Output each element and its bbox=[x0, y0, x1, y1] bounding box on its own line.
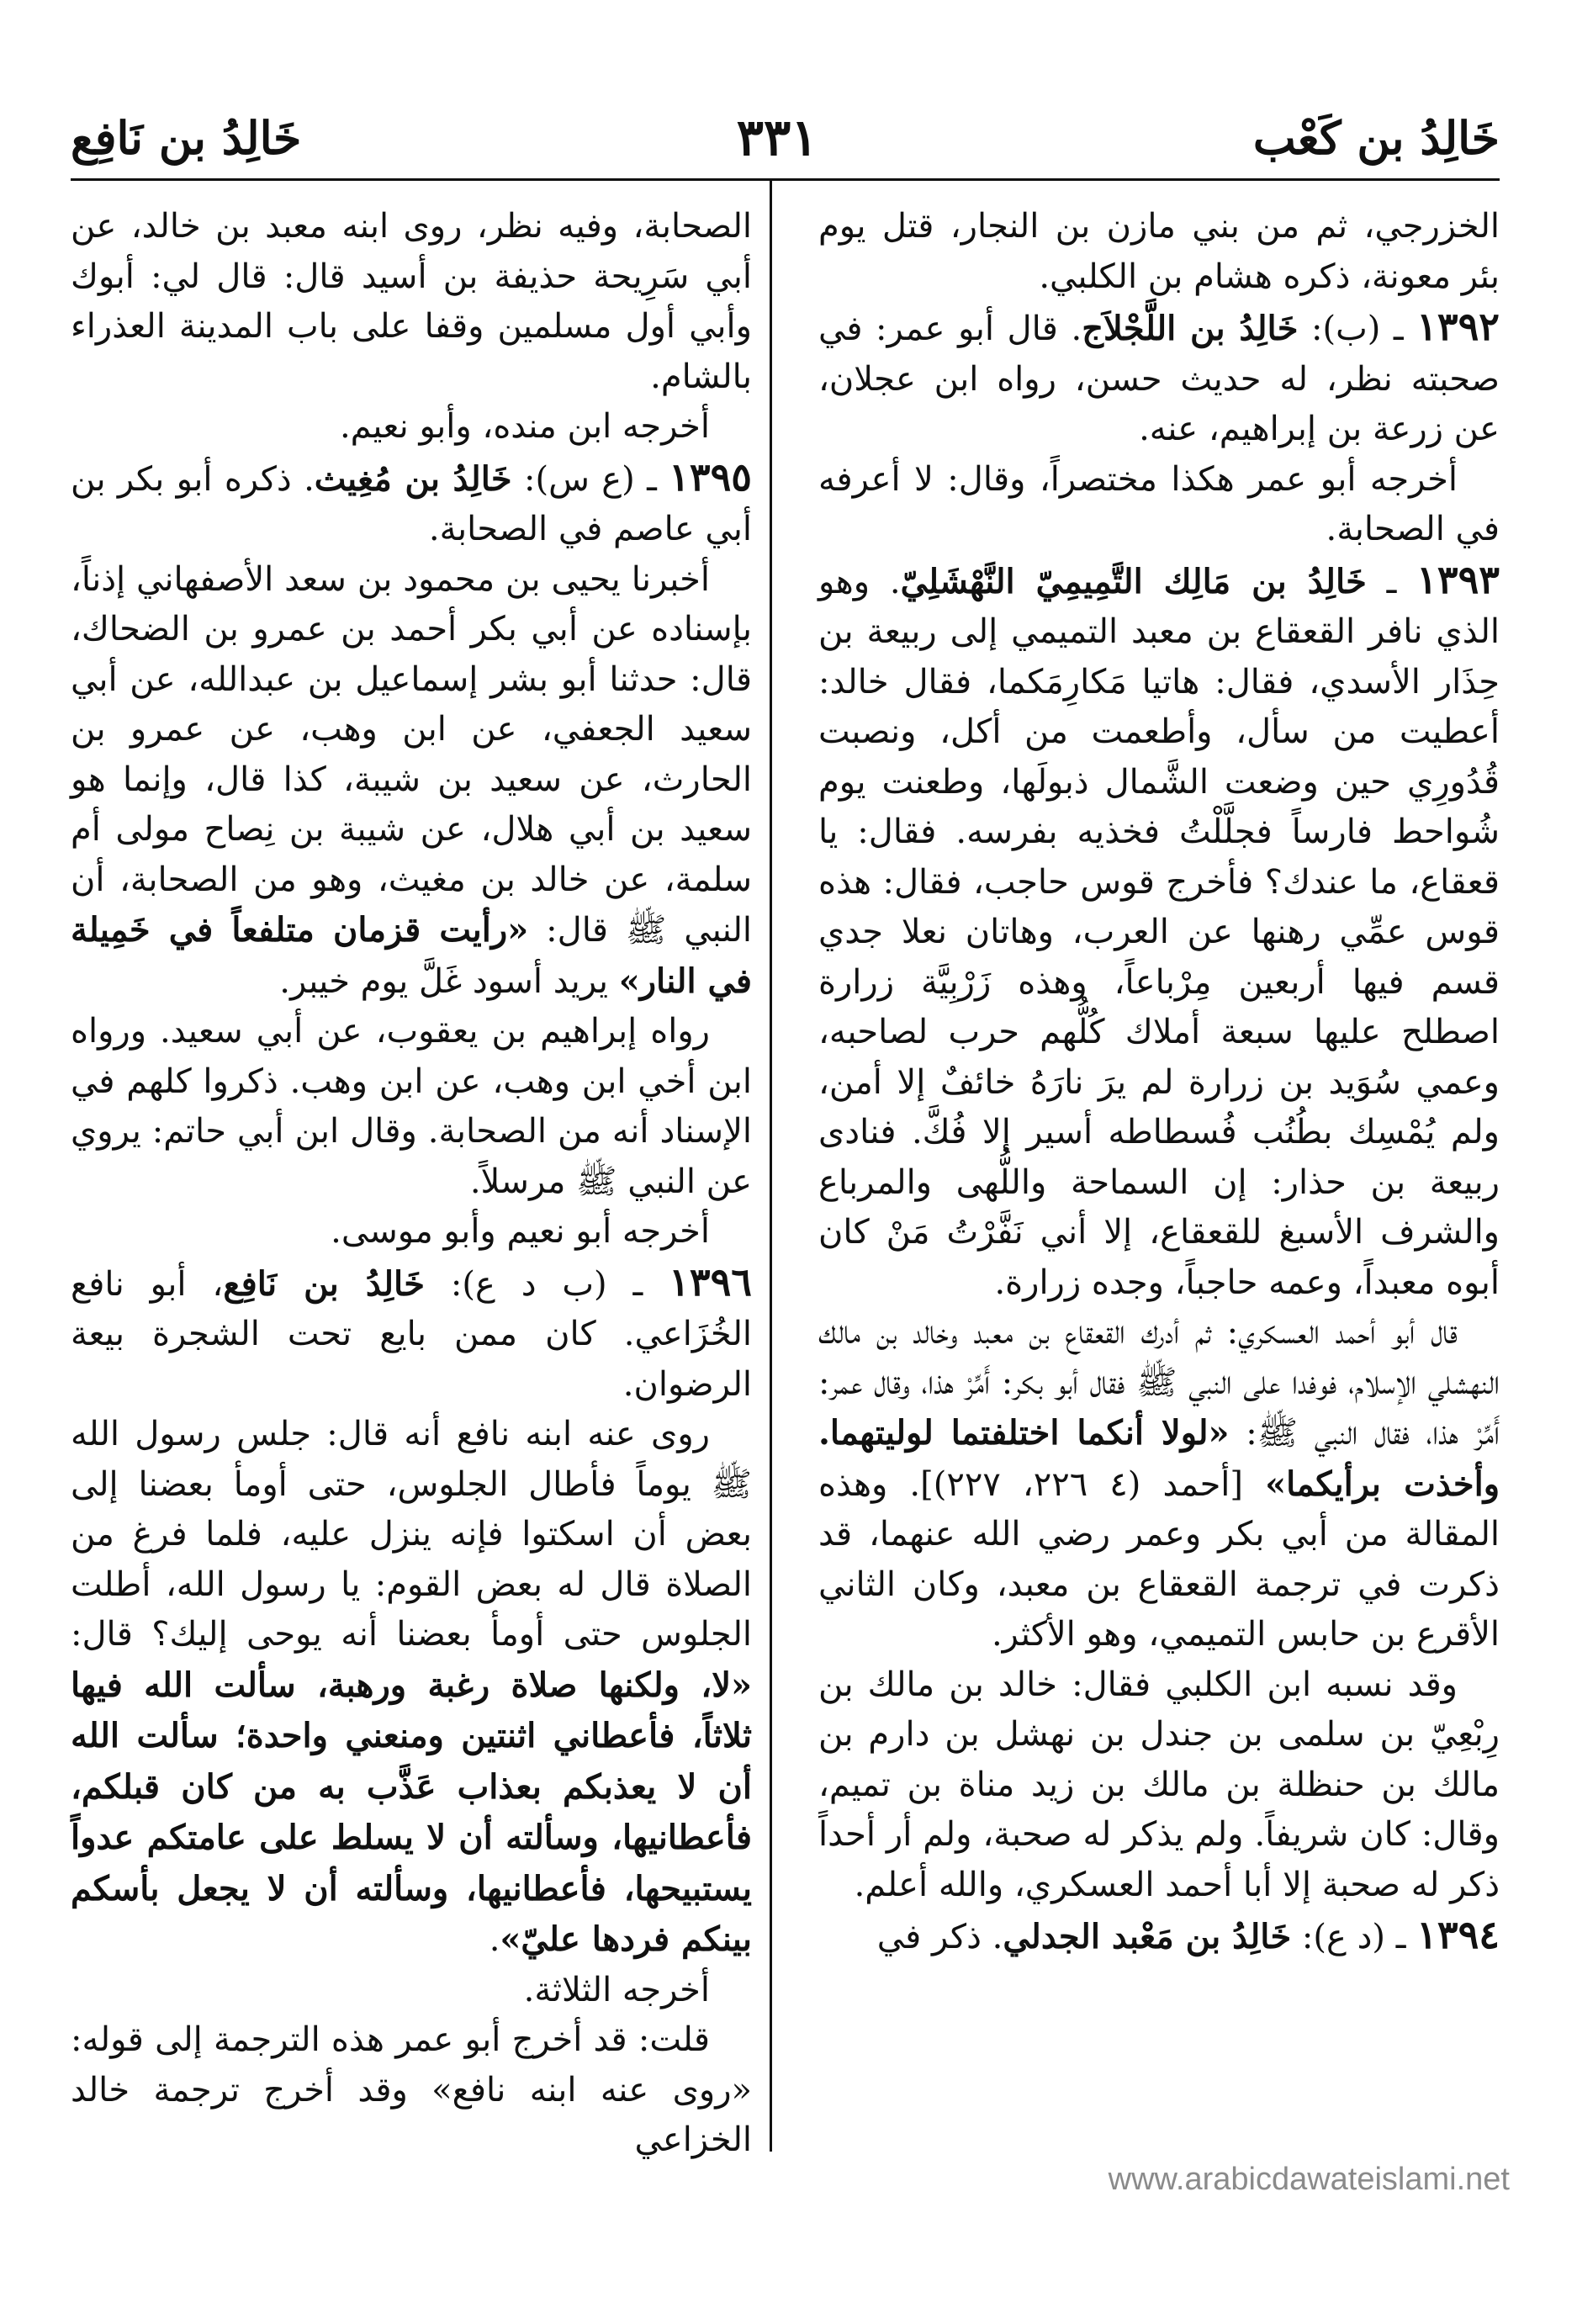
entry-text: . ذكره أبو بكر بن أبي عاصم في الصحابة. bbox=[71, 459, 752, 548]
right-column bbox=[818, 202, 1500, 1963]
text-run: يريد أسود غَلَّ يوم خيبر. bbox=[279, 961, 619, 1001]
entry-1394 bbox=[818, 1910, 1500, 1963]
entry-name: خَالِدُ بن مُغِيث bbox=[314, 458, 512, 499]
text-run: قال أبو أحمد العسكري: ثم أدرك القعقاع بن معبد وخالد بن مالك النهشلي الإسلام، فوفدا على النبي ﷺ فقال أبو بكر: أَمِّرْ هذا، وقال عمر: أَمِّرْ هذا، فقال النبي ﷺ: bbox=[818, 1313, 1500, 1453]
text-run: . bbox=[489, 1920, 500, 1959]
entry-text: . قال أبو عمر: في صحبته نظر، له حديث حسن، رواه ابن عجلان، عن زرعة بن إبراهيم، عنه. bbox=[818, 310, 1500, 448]
running-title-left: خَالِدُ بن نَافِع bbox=[71, 111, 302, 165]
paragraph: قلت: قد أخرج أبو عمر هذه الترجمة إلى قوله: «روى عنه ابنه نافع» وقد أخرج ترجمة خالد الخزاعي bbox=[71, 2020, 752, 2159]
entry-name: خَالِدُ بن نَافِع bbox=[223, 1263, 425, 1304]
entry-1396 bbox=[71, 1257, 752, 1411]
entry-name: خَالِدُ بن اللَّجْلاَج bbox=[1082, 309, 1299, 348]
entry-number: ١٣٩٦ bbox=[669, 1258, 752, 1305]
entry-name: خَالِدُ بن مَعْبد الجدلي bbox=[1003, 1917, 1292, 1956]
entry-text: . ذكر في bbox=[876, 1918, 1003, 1956]
entry-sigla: ـ (ب): bbox=[1298, 310, 1417, 348]
left-column bbox=[71, 202, 752, 2166]
entry-sigla: ـ (ب د ع): bbox=[424, 1264, 669, 1304]
watermark: www.arabicdawateislami.net bbox=[1108, 2162, 1510, 2197]
page-number: ٣٣١ bbox=[736, 109, 818, 167]
column-divider bbox=[770, 178, 772, 2152]
paragraph: الخزرجي، ثم من بني مازن بن النجار، قتل يوم بئر معونة، ذكره هشام بن الكلبي. bbox=[818, 207, 1500, 296]
entry-1393 bbox=[818, 555, 1500, 1309]
paragraph bbox=[71, 1410, 752, 1966]
entry-sigla: ـ bbox=[1366, 562, 1417, 601]
entry-number: ١٣٩٣ bbox=[1416, 556, 1500, 602]
entry-sigla: ـ (ع س): bbox=[511, 459, 669, 499]
paragraph: الصحابة، وفيه نظر، روى ابنه معبد بن خالد، عن أبي سَرِيحة حذيفة بن أسيد قال: قال لي: أبوك وأبي أول مسلمين وقفا على باب المدينة العذراء بالشام. bbox=[71, 207, 752, 396]
entry-1395 bbox=[71, 453, 752, 555]
entry-sigla: ـ (د ع): bbox=[1291, 1918, 1417, 1956]
entry-1392 bbox=[818, 302, 1500, 455]
paragraph: أخرجه أبو عمر هكذا مختصراً، وقال: لا أعرفه في الصحابة. bbox=[818, 459, 1500, 548]
paragraph: أخرجه ابن منده، وأبو نعيم. bbox=[339, 407, 710, 446]
paragraph: أخرجه الثلاثة. bbox=[523, 1970, 710, 2009]
running-title-right: خَالِدُ بن كَعْب bbox=[1252, 111, 1500, 165]
hadith-quote: «لولا أنكما اختلفتما لوليتهما. وأخذت برأيكما» bbox=[818, 1413, 1500, 1504]
text-run: [أحمد (٤ ٢٢٦، ٢٢٧)]. وهذه المقالة من أبي بكر وعمر رضي الله عنهما، قد ذكرت في ترجمة القعقاع بن معبد، وكان الثاني الأقرع بن حابس التميمي، وهو الأكثر. bbox=[818, 1464, 1500, 1654]
entry-text: . وهو الذي نافر القعقاع بن معبد التميمي إلى ربيعة بن حِذَار الأسدي، فقال: هاتيا مَكارِمَكما، فقال خالد: أعطيت من سأل، وأطعمت من أكل، ونصبت قُدُورِي حين وضعت الشَّمال ذبولَها، وطعنت يوم شُواحط فارساً فجلَّلْتُ فخذيه بفرسه. فقال: يا قعقاع، ما عندك؟ فأخرج قوس حاجب، فقال: هذه قوس عمِّي رهنها عن العرب، وهاتان نعلا جدي قسم فيها أربعين مِرْباعاً، وهذه زَرْبِيَّة زرارة اصطلح عليها سبعة أملاك كُلُّهم حرب لصاحبه، وعمي سُوَيد بن زرارة لم يرَ نارَهُ خائفٌ إلا أمن، ولم يُمْسِك بطُنُب فُسطاطه أسير إلا فُكَّ. فنادى ربيعة بن حذار: إن السماحة واللُّهى والمرباع والشرف الأسبغ للقعقاع، إلا أني نَفَّرْتُ مَنْ كان أبوه معبداً، وعمه حاجباً، وجده زرارة. bbox=[818, 562, 1500, 1302]
entry-name: خَالِدُ بن مَالِك التَّمِيمِيّ النَّهْشَلِيّ bbox=[900, 561, 1367, 601]
text-run: روى عنه ابنه نافع أنه قال: جلس رسول الله ﷺ يوماً فأطال الجلوس، حتى أومأ بعضنا إلى بعض أن اسكتوا فإنه ينزل عليه، فلما فرغ من الصلاة قال له بعض القوم: يا رسول الله، أطلت الجلوس حتى أومأ بعضنا أنه يوحى إليك؟ قال: bbox=[71, 1415, 752, 1654]
entry-text: ، أبو نافع الخُزَاعي. كان ممن بايع تحت الشجرة بيعة الرضوان. bbox=[71, 1264, 752, 1404]
paragraph: أخرجه أبو نعيم وأبو موسى. bbox=[331, 1212, 710, 1251]
paragraph bbox=[818, 1308, 1500, 1660]
paragraph: وقد نسبه ابن الكلبي فقال: خالد بن مالك بن رِبْعِيّ بن سلمى بن جندل بن نهشل بن دارم بن مالك بن حنظلة بن مالك بن زيد مناة بن تميم، وقال: كان شريفاً. ولم يذكر له صحبة، ولم أر أحداً ذكر له صحبة إلا أبا أحمد العسكري، والله أعلم. bbox=[818, 1665, 1500, 1904]
paragraph: رواه إبراهيم بن يعقوب، عن أبي سعيد. ورواه ابن أخي ابن وهب، عن ابن وهب. ذكروا كلهم في الإسناد أنه من الصحابة. وقال ابن أبي حاتم: يروي عن النبي ﷺ مرسلاً. bbox=[71, 1012, 752, 1201]
hadith-quote: «رأيت قزمان متلفعاً في خَمِيلة في النار» bbox=[71, 910, 752, 1001]
entry-number: ١٣٩٤ bbox=[1416, 1912, 1500, 1957]
page-header bbox=[71, 99, 1500, 177]
header-rule bbox=[71, 178, 1500, 181]
hadith-quote: «لا، ولكنها صلاة رغبة ورهبة، سألت الله فيها ثلاثاً، فأعطاني اثنتين ومنعني واحدة؛ سألت الله أن لا يعذبكم بعذاب عَذَّب به من كان قبلكم، فأعطانيها، وسألته أن لا يسلط على عامتكم عدواً يستبيحها، فأعطانيها، وسألته أن لا يجعل بأسكم بينكم فردها عليّ» bbox=[71, 1665, 752, 1959]
paragraph bbox=[71, 555, 752, 1008]
text-run: أخبرنا يحيى بن محمود بن سعد الأصفهاني إذناً، بإسناده عن أبي بكر أحمد بن عمرو بن الضحاك، قال: حدثنا أبو بشر إسماعيل بن عبدالله، عن أبي سعيد الجعفي، عن ابن وهب، عن عمرو بن الحارث، عن سعيد بن شيبة، كذا قال، وإنما هو سعيد بن أبي هلال، عن شيبة بن نِصاح مولى أم سلمة، عن خالد بن مغيث، وهو من الصحابة، أن النبي ﷺ قال: bbox=[71, 559, 753, 950]
entry-number: ١٣٩٥ bbox=[669, 453, 752, 500]
entry-number: ١٣٩٢ bbox=[1416, 304, 1500, 349]
